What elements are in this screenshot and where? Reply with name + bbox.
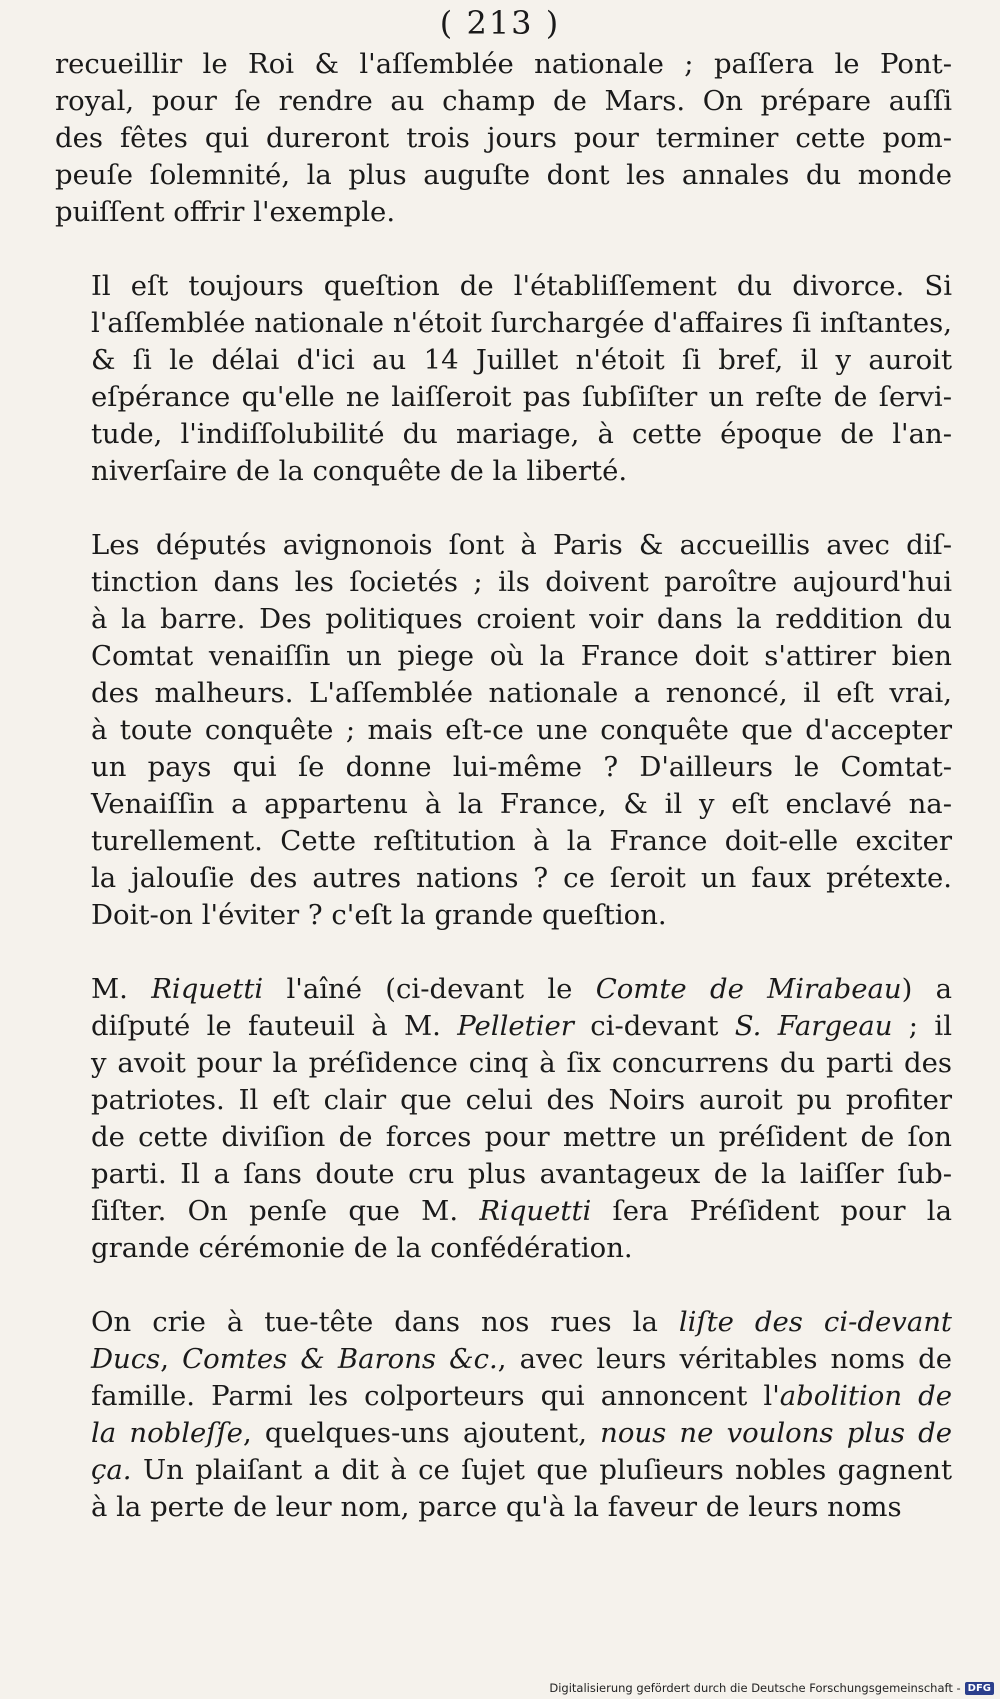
text-line: M. Riquetti l'aîné (ci-devant le Comte de Mirabeau) a [91, 973, 952, 1005]
text-line: parti. Il a ſans doute cru plus avantageux de la laiſſer ſub- [91, 1158, 952, 1190]
text-line: eſpérance qu'elle ne laiſſeroit pas ſubſiſter un reſte de ſervi- [91, 381, 952, 413]
dfg-logo: DFG [965, 1682, 994, 1695]
text-line: la nobleſſe, quelques-uns ajoutent, nous ne voulons plus de [91, 1417, 952, 1449]
text-line: Venaiſſin a appartenu à la France, & il y eſt enclavé na- [91, 788, 952, 820]
page-number: ( 213 ) [439, 4, 561, 42]
text-line: ça. Un plaiſant a dit à ce ſujet que pluſieurs nobles gagnent [91, 1454, 952, 1486]
text-line: grande cérémonie de la confédération. [91, 1232, 633, 1264]
text-line: Comtat venaiſſin un piege où la France doit s'attirer bien [91, 640, 952, 672]
text-line: un pays qui ſe donne lui-même ? D'ailleurs le Comtat- [91, 751, 952, 783]
text-line: tinction dans les ſocietés ; ils doivent paroître aujourd'hui [91, 566, 952, 598]
paragraph [55, 971, 952, 1267]
paragraph [55, 527, 952, 934]
text-line: On crie à tue-tête dans nos rues la liſte des ci-devant [91, 1306, 952, 1338]
paragraph [55, 46, 952, 231]
footer-credit: Digitalisierung gefördert durch die Deutsche Forschungsgemeinschaft - [549, 1681, 961, 1695]
paragraph [55, 1304, 952, 1526]
text-line: Ducs, Comtes & Barons &c., avec leurs véritables noms de [91, 1343, 952, 1375]
text-line: turellement. Cette reſtitution à la France doit-elle exciter [91, 825, 952, 857]
text-line: royal, pour ſe rendre au champ de Mars. On prépare auſſi [55, 85, 952, 117]
text-line: à toute conquête ; mais eſt-ce une conquête que d'accepter [91, 714, 952, 746]
text-line: Doit-on l'éviter ? c'eſt la grande queſtion. [91, 899, 667, 931]
text-line: de cette diviſion de forces pour mettre un préſident de ſon [91, 1121, 952, 1153]
text-line: ſiſter. On penſe que M. Riquetti ſera Préſident pour la [91, 1195, 952, 1227]
text-line: des malheurs. L'aſſemblée nationale a renoncé, il eſt vrai, [91, 677, 952, 709]
text-line: patriotes. Il eſt clair que celui des Noirs auroit pu profiter [91, 1084, 952, 1116]
body-text [55, 46, 952, 1563]
text-line: l'aſſemblée nationale n'étoit ſurchargée d'affaires ſi inſtantes, [91, 307, 952, 339]
text-line: à la perte de leur nom, parce qu'à la faveur de leurs noms [91, 1491, 902, 1523]
text-line: & ſi le délai d'ici au 14 Juillet n'étoit ſi bref, il y auroit [91, 344, 952, 376]
text-line: tude, l'indiſſolubilité du mariage, à cette époque de l'an- [91, 418, 952, 450]
text-line: Il eſt toujours queſtion de l'établiſſement du divorce. Si [91, 270, 952, 302]
text-line: diſputé le fauteuil à M. Pelletier ci-devant S. Fargeau ; il [91, 1010, 953, 1042]
text-line: recueillir le Roi & l'aſſemblée nationale ; paſſera le Pont- [55, 48, 952, 80]
text-line: puiſſent offrir l'exemple. [55, 196, 396, 228]
text-line: y avoit pour la préſidence cinq à ſix concurrens du parti des [91, 1047, 952, 1079]
text-line: la jalouſie des autres nations ? ce ſeroit un faux prétexte. [91, 862, 952, 894]
text-line: peuſe ſolemnité, la plus auguſte dont les annales du monde [55, 159, 952, 191]
footer [549, 1681, 994, 1695]
paragraph [55, 268, 952, 490]
text-line: des fêtes qui dureront trois jours pour terminer cette pom- [55, 122, 952, 154]
text-line: à la barre. Des politiques croient voir dans la reddition du [91, 603, 952, 635]
text-line: famille. Parmi les colporteurs qui annoncent l'abolition de [91, 1380, 952, 1412]
text-line: Les députés avignonois ſont à Paris & accueillis avec diſ- [91, 529, 952, 561]
text-line: niverſaire de la conquête de la liberté. [91, 455, 628, 487]
